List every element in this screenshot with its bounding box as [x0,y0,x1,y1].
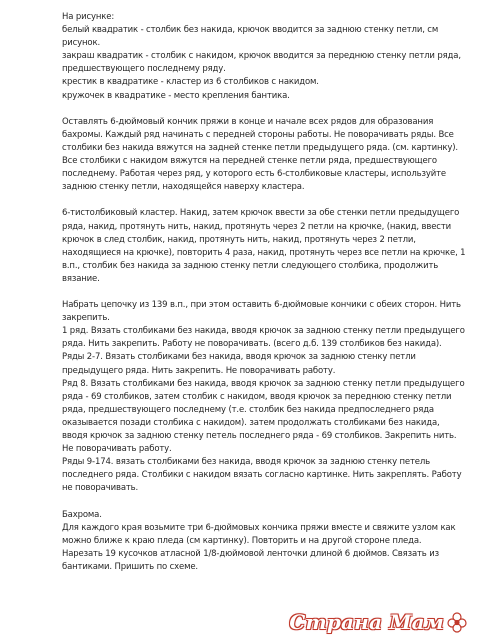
paragraph [62,11,461,103]
text-line: Ряды 2-7. Вязать столбиками без накида, вводя крючок за заднюю стенку петли [62,352,416,363]
paragraph [62,207,466,286]
text-line: Оставлять 6-дюймовый кончик пряжи в конце и начале всех рядов для образования [62,116,434,127]
text-line: последнего ряда. Столбики с накидом вязать согласно картинке. Нить закреплять. Работу [62,470,462,481]
text-line: Для каждого края возьмите три 6-дюймовых кончика пряжи вместе и свяжите узлом как [62,522,456,533]
text-line: Бахрома. [62,509,102,520]
text-line: Не поворачивать работу. [62,444,172,455]
text-line: ряда. Нить закрепить. Работу не поворачивать. (всего д.б. 139 столбиков без накида). [62,339,442,350]
text-line: столбики без накида вяжутся на задней стенке петли предыдущего ряда. (см. картинку). [62,142,458,153]
watermark-text: Страна Мам [289,610,444,634]
text-line: закрепить. [62,313,110,324]
paragraph-gap [62,194,457,207]
site-watermark [289,610,468,634]
text-line: предшествующего последнему ряду. [62,64,226,75]
text-line: 6-тистолбиковый кластер. Накид, затем крючок ввести за обе стенки петли предыдущего [62,208,460,219]
text-line: кружочек в квадратике - место крепления бантика. [62,90,290,101]
paragraph-gap [62,103,457,116]
paragraph-gap [62,495,457,508]
text-line: Ряды 9-174. вязать столбиками без накида, вводя крючок за заднюю стенку петель [62,457,431,468]
document-body [62,11,466,574]
text-line: закраш квадратик - столбик с накидом, крючок вводится за переднюю стенку петли ряда, [62,51,461,62]
text-line: вязание. [62,273,100,284]
text-line: Нарезать 19 кусочков атласной 1/8-дюймовой ленточки длиной 6 дюймов. Связать из [62,548,439,559]
text-line: Набрать цепочку из 139 в.п., при этом оставить 6-дюймовые кончики с обеих сторон. Нить [62,300,461,311]
text-line: можно ближе к краю пледа (см картинку). Повторить и на другой стороне пледа. [62,535,422,546]
text-line: Все столбики с накидом вяжутся на передней стенке петли ряда, предшествующего [62,156,437,167]
text-line: бахромы. Каждый ряд начинать с передней стороны работы. Не поворачивать ряды. Все [62,129,454,140]
text-line: 1 ряд. Вязать столбиками без накида, вводя крючок за заднюю стенку петли предыдущего [62,326,465,337]
text-line: ряда, накид, протянуть нить, накид, протянуть через 2 петли на крючке, (накид, ввести [62,221,452,232]
text-line: белый квадратик - столбик без накида, крючок вводится за заднюю стенку петли, см [62,25,439,36]
text-line: находящиеся на крючке), повторить 4 раза, накид, протянуть через все петли на крючке, 1 [62,247,466,258]
text-line: ряда, предшествующего последнему (т.е. столбик без накида предпоследнего ряда [62,404,434,415]
text-line: крестик в квадратике - кластер из 6 столбиков с накидом. [62,77,319,88]
text-line: последнему. Работая через ряд, у которого есть 6-столбиковые кластеры, используйте [62,169,446,180]
text-line: вводя крючок за заднюю стенку петель последнего ряда - 69 столбиков. Закрепить нить. [62,431,457,441]
text-line: предыдущего ряда. Нить закрепить. Не поворачивать работу. [62,365,336,376]
text-line: оказывается позади столбика с накидом). затем продолжать столбиками без накида, [62,417,440,428]
text-line: На рисунке: [62,12,115,22]
flower-icon [446,611,468,633]
text-line: в.п., столбик без накида за заднюю стенку петли следующего столбика, продолжить [62,260,439,271]
text-line: рисунок. [62,38,101,49]
paragraph [62,509,457,574]
text-line: ряда - 69 столбиков, затем столбик с накидом, вводя крючок за переднюю стенку петли [62,391,452,402]
text-line: заднюю стенку петли, находящейся наверху кластера. [62,182,305,193]
text-line: бантиками. Пришить по схеме. [62,561,198,572]
text-line: не поворачивать. [62,483,139,494]
paragraph [62,116,457,195]
text-line: Ряд 8. Вязать столбиками без накида, вводя крючок за заднюю стенку петли предыдущего [62,378,465,389]
paragraph [62,299,465,495]
text-line: крючок в след столбик, накид, протянуть нить, накид, протянуть через 2 петли, [62,234,416,245]
paragraph-gap [62,286,457,299]
